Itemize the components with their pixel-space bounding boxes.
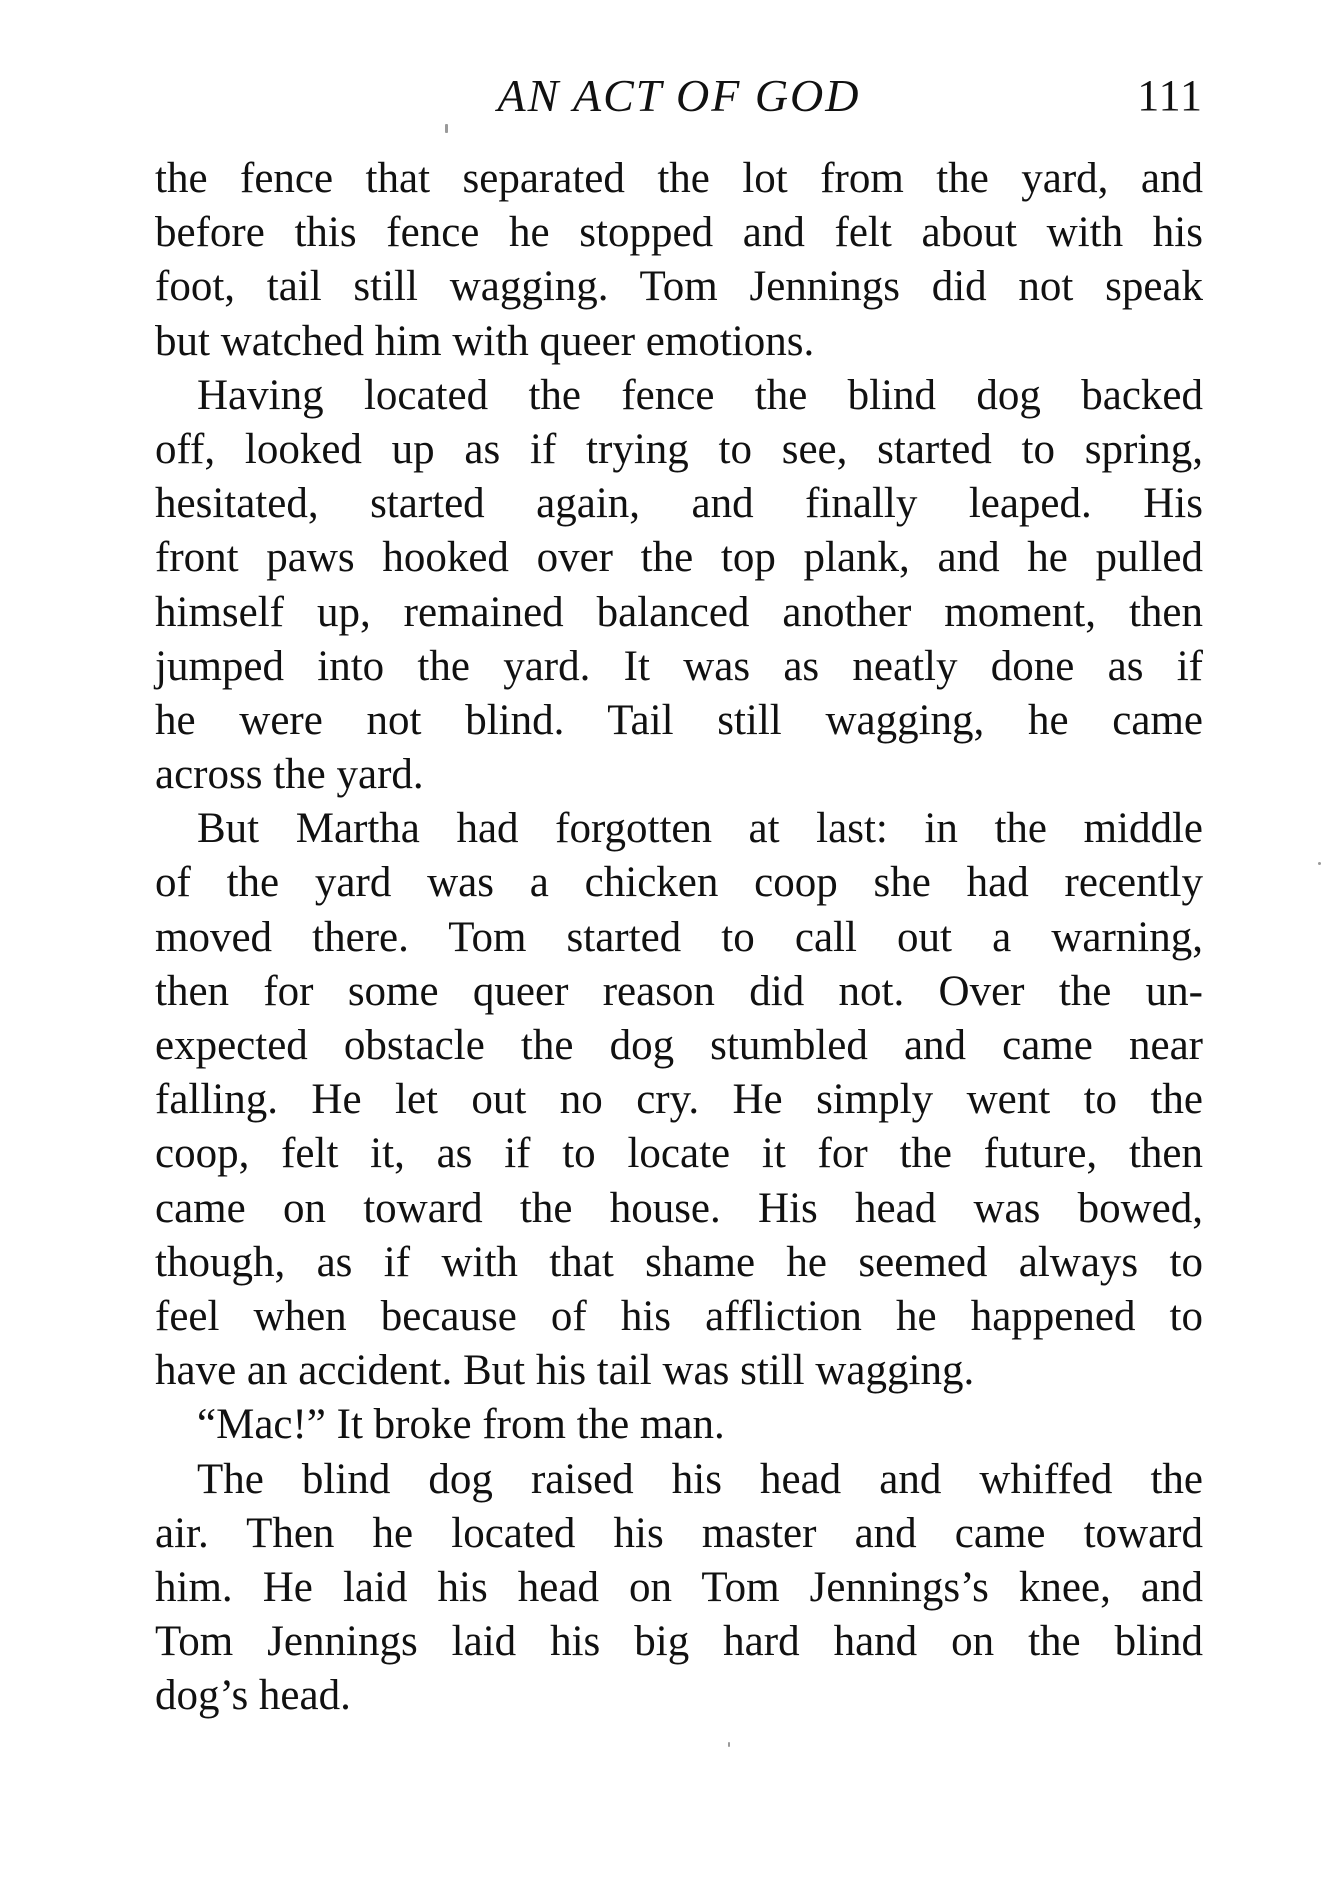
text-line: the fence that separated the lot from the yard, and — [155, 155, 1203, 202]
text-line: moved there. Tom started to call out a warning, — [155, 913, 1203, 961]
running-title: AN ACT OF GOD — [497, 70, 861, 121]
text-line: came on toward the house. His head was bowed, — [155, 1184, 1203, 1232]
text-line: air. Then he located his master and came toward — [155, 1509, 1203, 1557]
text-line: But Martha had forgotten at last: in the middle — [197, 805, 1203, 853]
scan-speck — [1318, 862, 1321, 865]
text-line: him. He laid his head on Tom Jennings’s knee, and — [155, 1563, 1203, 1611]
text-line: feel when because of his affliction he happened to — [155, 1292, 1203, 1340]
text-line: of the yard was a chicken coop she had recently — [155, 859, 1203, 907]
text-line: The blind dog raised his head and whiffed the — [197, 1455, 1203, 1503]
text-line: foot, tail still wagging. Tom Jennings did not speak — [155, 263, 1203, 311]
text-line: then for some queer reason did not. Over the un- — [155, 967, 1203, 1015]
running-head — [155, 66, 1203, 126]
text-line: hesitated, started again, and finally leaped. His — [155, 480, 1203, 528]
page-number: 111 — [1137, 71, 1203, 120]
body-text — [155, 152, 1203, 1723]
text-line: front paws hooked over the top plank, and he pulled — [155, 534, 1203, 582]
text-line: coop, felt it, as if to locate it for the future, then — [155, 1130, 1203, 1178]
text-line: but watched him with queer emotions. — [155, 317, 815, 365]
text-line: across the yard. — [155, 751, 424, 799]
text-line: Tom Jennings laid his big hard hand on the blind — [155, 1618, 1203, 1666]
text-line: before this fence he stopped and felt about with his — [155, 209, 1203, 257]
text-line: “Mac!” It broke from the man. — [197, 1401, 725, 1449]
text-line: though, as if with that shame he seemed always to — [155, 1238, 1203, 1286]
text-line: jumped into the yard. It was as neatly done as if — [155, 642, 1203, 690]
text-line: he were not blind. Tail still wagging, he came — [155, 696, 1203, 744]
text-line: expected obstacle the dog stumbled and came near — [155, 1022, 1203, 1069]
text-line: falling. He let out no cry. He simply went to the — [155, 1076, 1203, 1124]
text-line: off, looked up as if trying to see, started to spring, — [155, 425, 1203, 473]
text-line: have an accident. But his tail was still wagging. — [155, 1347, 975, 1395]
text-line: Having located the fence the blind dog backed — [197, 371, 1203, 419]
scan-speck — [728, 1742, 730, 1747]
scan-speck — [445, 124, 448, 133]
text-line: dog’s head. — [155, 1672, 351, 1720]
text-line: himself up, remained balanced another moment, then — [155, 588, 1203, 636]
